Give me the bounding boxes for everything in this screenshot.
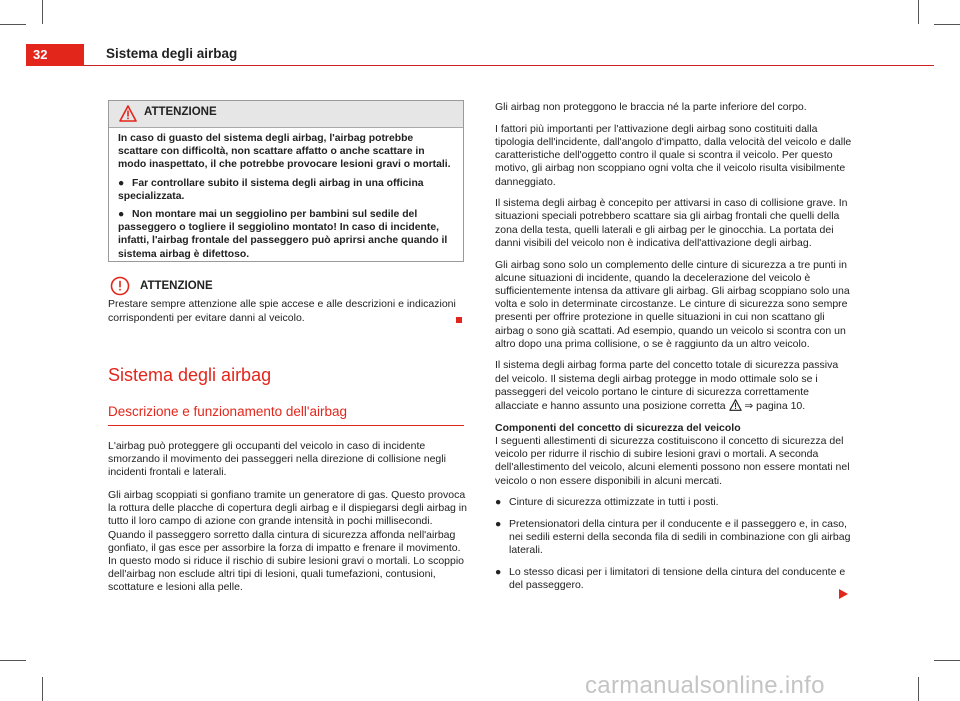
section-title: Sistema degli airbag bbox=[108, 365, 272, 385]
crop-mark bbox=[0, 24, 26, 25]
warning-box-body bbox=[109, 128, 463, 261]
warning-box-title: ATTENZIONE bbox=[144, 106, 217, 118]
continue-arrow-icon bbox=[839, 589, 848, 599]
subsection-title: Descrizione e funzionamento dell'airbag bbox=[108, 404, 347, 419]
body-paragraph: Il sistema degli airbag è concepito per attivarsi in caso di collisione grave. In situazioni speciali potrebbero scattare sia gli airbag frontali che quelli della zona della testa, quelli laterali e gli airbag per le ginocchia. La portata dei danni visibili del veicolo non è indicativa dell'attivazione degli airbag. bbox=[495, 197, 848, 249]
body-paragraph: Gli airbag scoppiati si gonfiano tramite un generatore di gas. Questo provoca la rottura delle placche di copertura degli airbag e il dispiegarsi degli airbag in tutto il loro campo di azione con grande intensità in pochi millisecondi. Quando il passeggero sorretto dalla cintura di sicurezza affonda nell'airbag gonfiato, il gas esce per assorbire la forza di impatto e frenare il movimento. In questo modo si riduce il rischio di subire lesioni gravi o mortali. Lo scoppio dell'airbag non esclude altri tipi di lesioni, quali tumefazioni, contusioni, scottature e lesioni alla pelle. bbox=[108, 489, 467, 594]
page-reference-link[interactable]: ⇒ pagina 10. bbox=[744, 400, 806, 413]
warning-item: ● Far controllare subito il sistema degli airbag in una officina specializzata. bbox=[118, 177, 424, 202]
list-item: ● Lo stesso dicasi per i limitatori di tensione della cintura del conducente e del passeggero. bbox=[495, 566, 846, 592]
caution-circle-icon bbox=[110, 276, 130, 296]
running-header-title: Sistema degli airbag bbox=[106, 46, 238, 61]
bullet: ● bbox=[495, 496, 502, 509]
caution-text: Prestare sempre attenzione alle spie accese e alle descrizioni e indicazioni corrispondenti per evitare danni al veicolo. bbox=[108, 298, 456, 324]
body-paragraph: Gli airbag sono solo un complemento delle cinture di sicurezza a tre punti in alcune situazioni di incidente, quando la decelerazione del veicolo è sufficientemente intensa da attivare gli airbag. Gli airbag scoppiano solo una volta e solo in determinate circostanze. Le cinture di sicurezza sono sempre presenti per offrire protezione in quelle situazioni in cui non scattano gli airbag o sono già scattati. Ad esempio, quando un veicolo si scontra con un altro dopo una prima collisione, o se è raggiunto da un altro veicolo. bbox=[495, 258, 850, 350]
warning-intro: In caso di guasto del sistema degli airbag, l'airbag potrebbe scattare con difficoltà, non scattare affatto o anche scattare in modo inaspettato, il che potrebbe provocare lesioni gravi o mortali. bbox=[118, 133, 451, 171]
warning-triangle-icon bbox=[119, 105, 137, 122]
crop-mark bbox=[0, 660, 26, 661]
bullet: ● bbox=[495, 566, 502, 579]
crop-mark bbox=[918, 0, 919, 24]
body-paragraph: I seguenti allestimenti di sicurezza costituiscono il concetto di sicurezza del veicolo per ridurre il rischio di subire lesioni gravi o mortali. A seconda dell'allestimento del veicolo, alcuni elementi possono non essere montati nel veicolo o non essere disponibili in alcuni mercati. bbox=[495, 434, 850, 487]
body-paragraph: L'airbag può proteggere gli occupanti del veicolo in caso di incidente smorzando il movimento dei passeggeri nella direzione di collisione negli incidenti frontali e laterali. bbox=[108, 440, 446, 479]
end-of-section-marker bbox=[456, 317, 462, 323]
crop-mark bbox=[42, 677, 43, 701]
crop-mark bbox=[42, 0, 43, 24]
list-item: ● Cinture di sicurezza ottimizzate in tutti i posti. bbox=[495, 496, 719, 509]
bullet: ● bbox=[495, 517, 502, 530]
warning-item: ● Non montare mai un seggiolino per bambini sul sedile del passeggero o togliere il seggiolino montato! In caso di incidente, infatti, l'airbag frontale del passeggero può aprirsi anche quando il sistema airbag è difettoso. bbox=[118, 209, 448, 260]
body-paragraph: Il sistema degli airbag forma parte del concetto totale di sicurezza passiva del veicolo. Il sistema degli airbag protegge in modo ottimale solo se i passeggeri del veicolo portano le cinture di sicurezza correttamente allacciate e hanno assunto una posizione corretta ⇒ pagina 10. bbox=[495, 359, 839, 413]
body-paragraph: I fattori più importanti per l'attivazione degli airbag sono costituiti dalla tipologia dell'incidente, dall'angolo d'impatto, dalla velocità del veicolo e dalle caratteristiche dell'oggetto contro il quale si scontra il veicolo. Per questo motivo, gli airbag non scoppiano ogni volta che il veicolo risulta visibilmente danneggiato. bbox=[495, 122, 852, 188]
list-item: ● Pretensionatori della cintura per il conducente e il passeggero e, in caso, nei sedili esterni della seconda fila di sedili in combinazione con gli airbag laterali. bbox=[495, 517, 851, 557]
right-column bbox=[495, 101, 853, 601]
subsection-rule bbox=[108, 425, 464, 426]
bullet: ● bbox=[118, 209, 125, 221]
watermark: carmanualsonline.info bbox=[585, 672, 825, 699]
bullet: ● bbox=[118, 177, 125, 189]
body-paragraph: Gli airbag non proteggono le braccia né la parte inferiore del corpo. bbox=[495, 101, 807, 113]
warning-triangle-icon bbox=[729, 399, 742, 411]
page-number: 32 bbox=[33, 47, 48, 62]
components-heading: Componenti del concetto di sicurezza del veicolo bbox=[495, 421, 741, 434]
warning-box bbox=[108, 100, 464, 262]
caution-title: ATTENZIONE bbox=[140, 280, 213, 292]
crop-mark bbox=[934, 24, 960, 25]
crop-mark bbox=[918, 677, 919, 701]
crop-mark bbox=[934, 660, 960, 661]
header-rule bbox=[84, 65, 934, 66]
warning-box-header bbox=[109, 101, 463, 128]
